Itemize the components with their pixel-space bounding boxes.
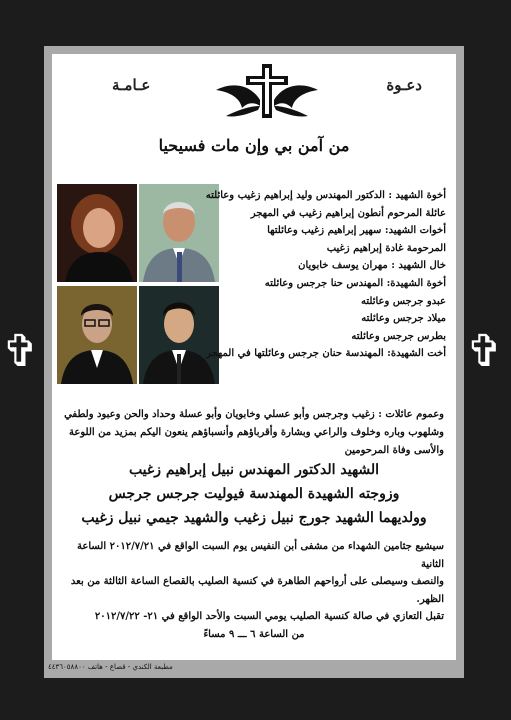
header-invitation: دعـوة	[386, 76, 422, 94]
relative-line: أخوة الشهيد : الدكتور المهندس وليد إبراهيم زغيب وعائلته	[205, 190, 446, 201]
relative-line: عبدو جرجس وعائلته	[361, 295, 446, 307]
scripture-verse: من آمن بي وإن مات فسيحيا	[158, 136, 350, 155]
families-paragraph: وعموم عائلات : زغيب وجرجس وأبو عسلي وخابويان وأبو عسلة وحداد والحن وعبود ولطفي وشلهوب وباره وخلوف والراعي وبشارة وأقرباؤهم وأنسباؤهم ينعون اليكم بمزيد من اللوعة والأسى وفاة المرحومين	[64, 409, 444, 456]
relatives-list	[205, 187, 446, 363]
photo-grid	[57, 184, 219, 384]
left-cross-icon: ✞	[2, 326, 39, 377]
relative-line: عائلة المرحوم أنطون إبراهيم زغيب في المهجر	[250, 207, 446, 219]
right-cross-icon: ✞	[466, 326, 503, 377]
printer-credit: مطبعة الكندي - قصاع - هاتف ٤٤٣٦٠٥٨٨٠٠	[48, 663, 173, 671]
header-general: عـامـة	[112, 76, 151, 94]
deceased-names	[52, 458, 456, 530]
notice-paper	[52, 54, 456, 660]
photo-young-man-glasses	[57, 286, 137, 384]
relative-line: المرحومة غادة إبراهيم زغيب	[326, 242, 446, 254]
photo-young-man	[139, 286, 219, 384]
relative-line: بطرس جرجس وعائلته	[351, 330, 446, 342]
cross-wreath-emblem-icon	[212, 62, 322, 122]
funeral-line: من الساعة ٦ ـــ ٩ مساءً	[203, 628, 305, 640]
relative-line: أخت الشهيدة: المهندسة حنان جرجس وعائلتها في المهجر	[205, 348, 446, 360]
deceased-name-line: وزوجته الشهيدة المهندسة فيوليت جرجس جرجس	[108, 486, 400, 502]
funeral-line: تقبل التعازي في صالة كنسية الصليب يومي السبت والأحد الواقع في ٢١- ٢٠١٢/٧/٢٢	[94, 611, 444, 622]
relative-line: أخوات الشهيد: سهير إبراهيم زغيب وعائلتها	[267, 225, 446, 237]
deceased-name-line: وولديهما الشهيد جورج نبيل زغيب والشهيد جيمي نبيل زغيب	[81, 510, 427, 526]
deceased-name-line: الشهيد الدكتور المهندس نبيل إبراهيم زغيب	[128, 462, 380, 478]
funeral-details	[64, 538, 444, 643]
photo-woman	[57, 184, 137, 282]
relative-line: أخوة الشهيدة: المهندس حنا جرجس وعائلته	[264, 277, 446, 289]
notice-frame	[44, 46, 464, 678]
relative-line: خال الشهيد : مهران يوسف خابويان	[298, 260, 446, 272]
funeral-line: سيشيع جثامين الشهداء من مشفى أبن النفيس يوم السبت الواقع في ٢٠١٢/٧/٢١ الساعة الثانية	[77, 541, 444, 570]
relative-line: ميلاد جرجس وعائلته	[361, 313, 446, 325]
funeral-line: والنصف وسيصلى على أرواحهم الطاهرة في كنسية الصليب بالقصاع الساعة الثالثة من بعد الظهر.	[70, 576, 444, 605]
